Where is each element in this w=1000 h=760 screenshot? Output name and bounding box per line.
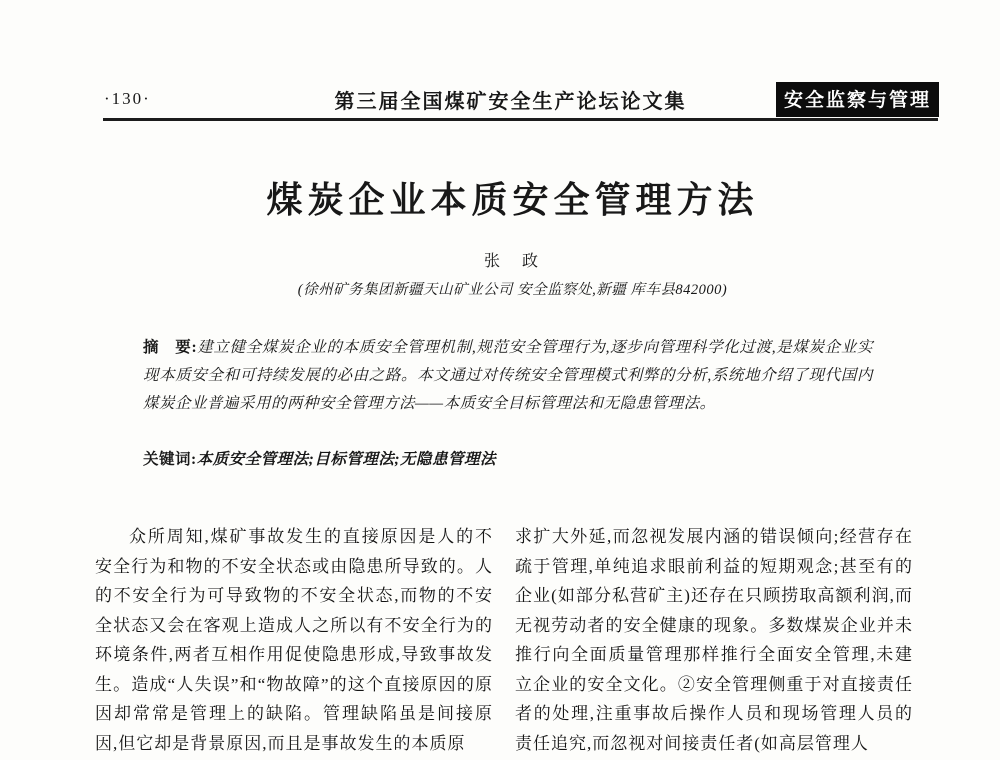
article-title: 煤炭企业本质安全管理方法 <box>266 180 759 220</box>
abstract-text: 建立健全煤炭企业的本质安全管理机制,规范安全管理行为,逐步向管理科学化过渡,是煤炭企业实现本质安全和可持续发展的必由之路。本文通过对传统安全管理模式利弊的分析,系统地介绍了现代国内煤炭企业普遍采用的两种安全管理方法——本质安全目标管理法和无隐患管理法。 <box>143 339 873 412</box>
body-column-right: 求扩大外延,而忽视发展内涵的错误倾向;经营存在疏于管理,单纯追求眼前利益的短期观念;甚至有的企业(如部分私营矿主)还存在只顾捞取高额利润,而无视劳动者的安全健康的现象。多数煤炭企业并未推行向全面质量管理那样推行全面安全管理,未建立企业的安全文化。②安全管理侧重于对直接责任者的处理,注重事故后操作人员和现场管理人员的责任追究,而忽视对间接责任者(如高层管理人 <box>515 527 913 753</box>
header-rule <box>103 118 938 121</box>
body-column-left: 众所周知,煤矿事故发生的直接原因是人的不安全行为和物的不安全状态或由隐患所导致的。人的不安全行为可导致物的不安全状态,而物的不安全状态又会在客观上造成人之所以有不安全行为的环境条件,两者互相作用促使隐患形成,导致事故发生。造成“人失误”和“物故障”的这个直接原因的原因却常常是管理上的缺陷。管理缺陷虽是间接原因,但它却是背景原因,而且是事故发生的本质原 <box>95 527 493 753</box>
abstract-block <box>143 334 873 418</box>
page-header <box>104 84 938 114</box>
proceedings-title: 第三届全国煤矿安全生产论坛论文集 <box>334 90 687 113</box>
body-columns <box>95 522 913 758</box>
keywords-text: 本质安全管理法;目标管理法;无隐患管理法 <box>196 451 496 468</box>
keywords-label: 关键词: <box>143 451 197 468</box>
author-name: 张 政 <box>483 253 541 270</box>
page-number: ·130· <box>104 89 151 108</box>
author-affiliation: (徐州矿务集团新疆天山矿业公司 安全监察处,新疆 库车县842000) <box>297 282 728 298</box>
section-badge: 安全监察与管理 <box>777 83 938 116</box>
keywords-block <box>143 446 873 474</box>
abstract-label: 摘 要: <box>143 339 198 356</box>
